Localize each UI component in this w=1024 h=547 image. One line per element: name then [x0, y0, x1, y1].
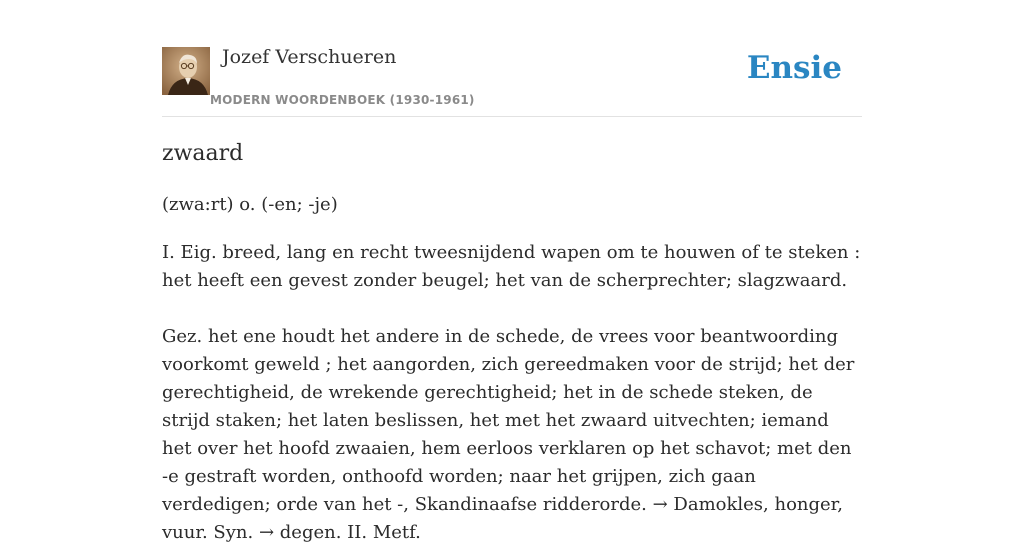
author-name[interactable]: Jozef Verschueren	[222, 46, 397, 68]
entry-title: zwaard	[162, 141, 244, 166]
definition-paragraph: I. Eig. breed, lang en recht tweesnijdend wapen om te houwen of te steken : het heeft een gevest zonder beugel; het van de scherprechter; slagzwaard.	[162, 242, 861, 291]
author-portrait-icon	[162, 47, 210, 95]
entry-pronunciation: (zwa:rt) o. (-en; -je)	[162, 194, 338, 215]
author-avatar[interactable]	[162, 47, 210, 95]
header	[162, 0, 862, 117]
brand-logo[interactable]: Ensie	[746, 50, 842, 86]
source-label[interactable]: MODERN WOORDENBOEK (1930-1961)	[210, 93, 475, 107]
definition-paragraph: Gez. het ene houdt het andere in de schede, de vrees voor beantwoording voorkomt geweld ; het aangorden, zich gereedmaken voor de strijd; het der gerechtigheid, de wrekende gerechtigheid; het in de schede steken, de strijd staken; het laten beslissen, het met het zwaard uitvechten; iemand het over het hoofd zwaaien, hem eerloos verklaren op het schavot; met den -e gestraft worden, onthoofd worden; naar het grijpen, zich gaan verdedigen; orde van het -, Skandinaafse ridderorde. → Damokles, honger, vuur. Syn. → degen. II. Metf.	[162, 326, 855, 543]
page	[162, 0, 862, 543]
